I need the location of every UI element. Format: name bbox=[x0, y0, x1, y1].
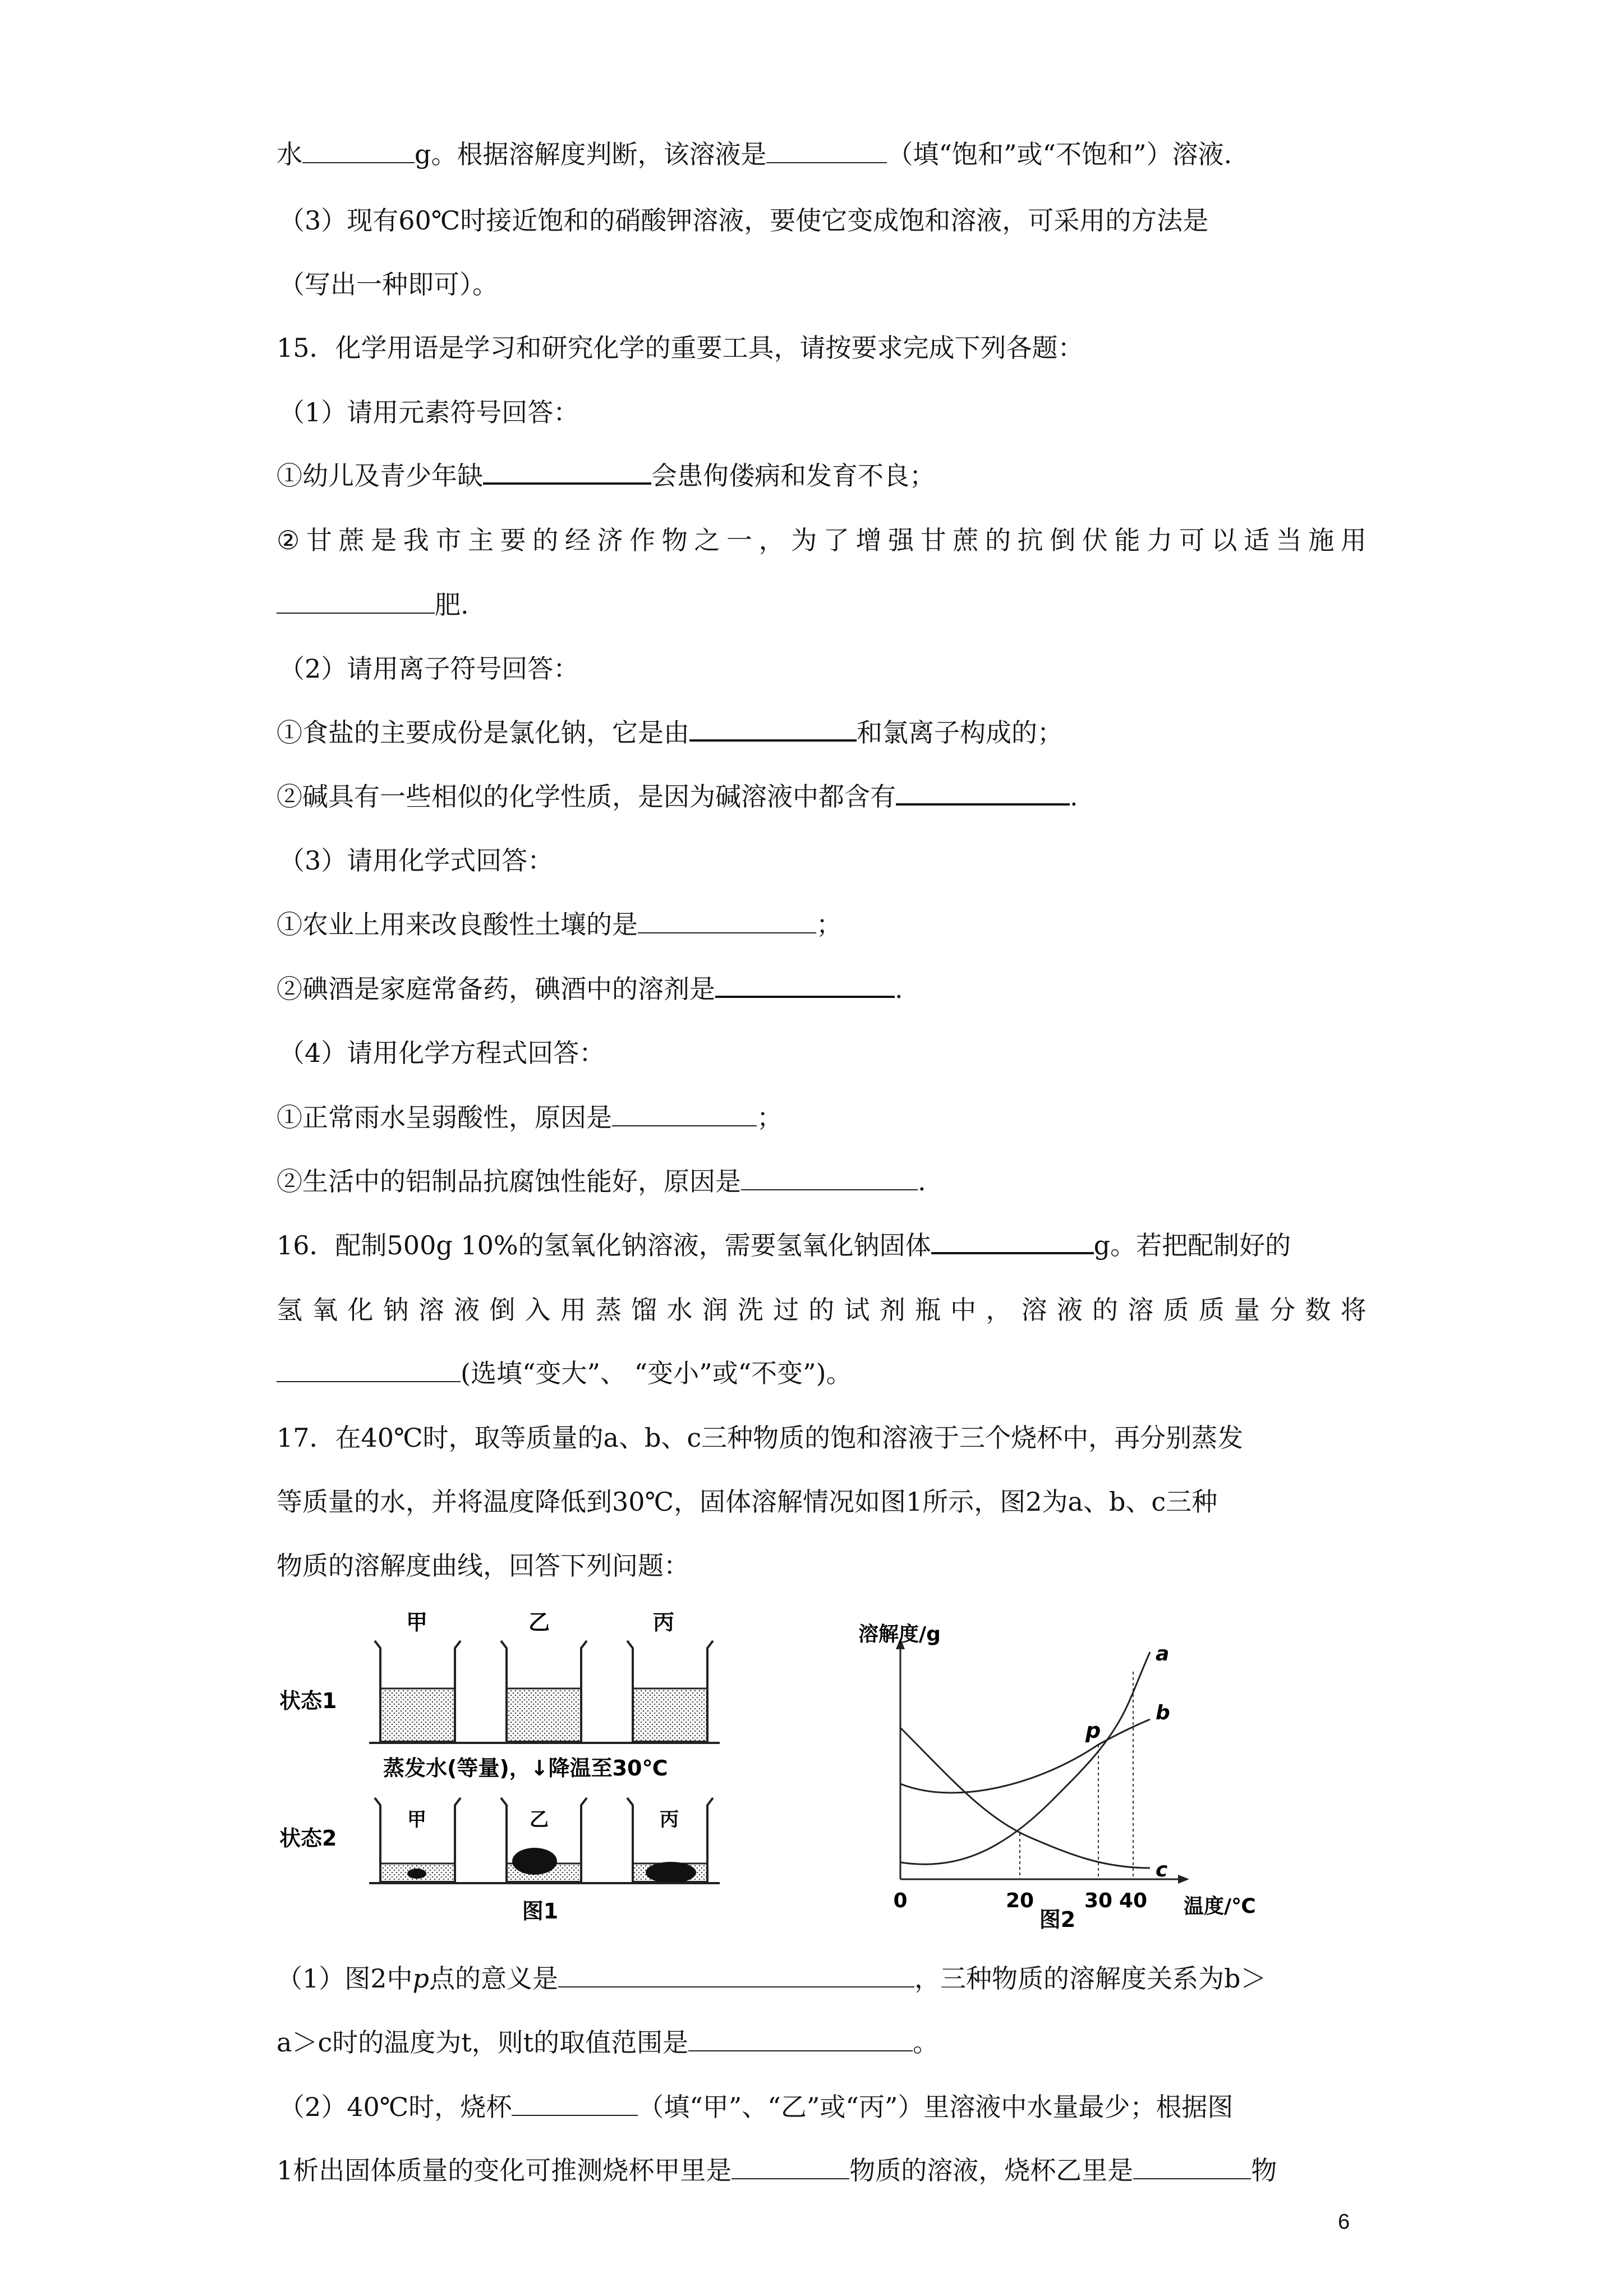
text-line bbox=[277, 716, 1063, 749]
glyph: 蔗 bbox=[338, 525, 365, 555]
text-segment: . bbox=[895, 974, 903, 1004]
glyph: 质 bbox=[1163, 1295, 1189, 1325]
text-line bbox=[277, 1165, 926, 1198]
text-segment: 1析出固体质量的变化可推测烧杯甲里是 bbox=[277, 2155, 732, 2185]
answer-blank[interactable] bbox=[612, 1125, 757, 1126]
text-line bbox=[277, 780, 1078, 813]
text-segment: 物质的溶液，烧杯乙里是 bbox=[849, 2155, 1134, 2185]
glyph: 抗 bbox=[1017, 525, 1043, 555]
glyph: 作 bbox=[629, 525, 656, 555]
text-line bbox=[277, 523, 1367, 557]
glyph: ② bbox=[277, 525, 300, 555]
text-segment: 点的意义是 bbox=[429, 1963, 558, 1994]
text-segment: (选填“变大”、 “变小”或“不变”)。 bbox=[461, 1358, 852, 1388]
glyph: 水 bbox=[666, 1295, 693, 1325]
text-line bbox=[277, 1962, 1266, 1995]
glyph: 可 bbox=[1179, 525, 1205, 555]
glyph: 能 bbox=[1114, 525, 1140, 555]
text-segment: 16．配制500g 10%的氢氧化钠溶液，需要氢氧化钠固体 bbox=[277, 1230, 931, 1260]
glyph: 化 bbox=[347, 1295, 374, 1325]
text-segment: 水 bbox=[277, 139, 302, 169]
tick-label: 40 bbox=[1119, 1889, 1148, 1912]
glyph: 当 bbox=[1276, 525, 1302, 555]
glyph: ， bbox=[986, 1295, 1012, 1325]
glyph: 物 bbox=[661, 525, 688, 555]
beaker-label: 乙 bbox=[528, 1610, 550, 1635]
point-label: p bbox=[1085, 1718, 1101, 1743]
precipitate bbox=[646, 1862, 696, 1883]
curve-label: c bbox=[1156, 1858, 1168, 1881]
text-segment: g。根据溶解度判断，该溶液是 bbox=[415, 139, 767, 169]
glyph: 的 bbox=[532, 525, 559, 555]
answer-blank[interactable] bbox=[277, 613, 435, 614]
text-line bbox=[277, 2026, 938, 2059]
question-16 bbox=[277, 1228, 1291, 1262]
glyph: 的 bbox=[985, 525, 1011, 555]
text-segment: ①农业上用来改良酸性土壤的是 bbox=[277, 909, 638, 940]
beaker-label: 丙 bbox=[660, 1809, 679, 1831]
text-segment: 会患佝偻病和发育不良； bbox=[651, 461, 935, 491]
glyph: 要 bbox=[500, 525, 526, 555]
glyph: 以 bbox=[1211, 525, 1237, 555]
text-line: （4）请用化学方程式回答： bbox=[279, 1038, 605, 1068]
glyph: 主 bbox=[468, 525, 494, 555]
tick-label: 30 bbox=[1084, 1889, 1113, 1912]
glyph: 力 bbox=[1147, 525, 1173, 555]
glyph: 倒 bbox=[1050, 525, 1076, 555]
glyph: 分 bbox=[1269, 1295, 1296, 1325]
glyph: 蔗 bbox=[953, 525, 979, 555]
glyph: 钠 bbox=[383, 1295, 409, 1325]
glyph: 增 bbox=[855, 525, 882, 555]
glyph: 洗 bbox=[737, 1295, 763, 1325]
glyph: 量 bbox=[1234, 1295, 1260, 1325]
glyph: 之 bbox=[694, 525, 720, 555]
answer-blank[interactable] bbox=[766, 162, 887, 163]
text-segment: 和氯离子构成的； bbox=[857, 717, 1063, 748]
x-axis-label: 温度/℃ bbox=[1184, 1895, 1256, 1918]
glyph: 伏 bbox=[1082, 525, 1108, 555]
state-label: 状态1 bbox=[279, 1688, 337, 1713]
glyph: 剂 bbox=[879, 1295, 905, 1325]
glyph: 的 bbox=[808, 1295, 835, 1325]
precipitate bbox=[407, 1869, 426, 1879]
text-segment: ，三种物质的溶解度关系为b＞ bbox=[914, 1963, 1267, 1994]
page-number: 6 bbox=[1338, 2210, 1350, 2234]
glyph: ， bbox=[758, 525, 785, 555]
answer-blank[interactable] bbox=[931, 1252, 1094, 1254]
glyph: 瓶 bbox=[914, 1295, 941, 1325]
glyph: 为 bbox=[791, 525, 817, 555]
text-line bbox=[277, 1293, 1367, 1327]
text-line bbox=[277, 1356, 852, 1390]
text-segment: ①幼儿及青少年缺 bbox=[277, 461, 483, 491]
text-segment: （填“饱和”或“不饱和”）溶液. bbox=[887, 139, 1232, 169]
glyph: 氧 bbox=[312, 1295, 338, 1325]
glyph: 入 bbox=[525, 1295, 551, 1325]
text-segment: p bbox=[412, 1963, 429, 1994]
text-line bbox=[277, 908, 842, 941]
text-segment: . bbox=[1070, 781, 1078, 812]
figure-2 bbox=[844, 1616, 1265, 1930]
answer-blank[interactable] bbox=[741, 1189, 918, 1190]
answer-blank[interactable] bbox=[689, 739, 857, 742]
curve-label: b bbox=[1156, 1701, 1170, 1724]
glyph: 将 bbox=[1340, 1295, 1367, 1325]
glyph: 我 bbox=[403, 525, 429, 555]
beaker-label: 甲 bbox=[406, 1610, 428, 1635]
beaker-label: 乙 bbox=[530, 1809, 549, 1831]
answer-blank[interactable] bbox=[688, 2050, 913, 2051]
glyph: 适 bbox=[1244, 525, 1269, 555]
text-line bbox=[277, 972, 903, 1006]
text-segment: g。若把配制好的 bbox=[1093, 1230, 1291, 1260]
precipitate bbox=[512, 1848, 557, 1875]
answer-blank[interactable] bbox=[638, 932, 816, 933]
glyph: 了 bbox=[823, 525, 849, 555]
text-segment: ①正常雨水呈弱酸性，原因是 bbox=[277, 1102, 612, 1133]
text-line: 等质量的水，并将温度降低到30℃，固体溶解情况如图1所示，图2为a、b、c三种 bbox=[277, 1487, 1218, 1517]
glyph: 用 bbox=[1340, 525, 1367, 555]
glyph: 溶 bbox=[1128, 1295, 1154, 1325]
text-line: （3）现有60℃时接近饱和的硝酸钾溶液，要使它变成饱和溶液，可采用的方法是 bbox=[279, 205, 1209, 236]
curve-b bbox=[900, 1719, 1150, 1793]
beaker bbox=[375, 1641, 461, 1742]
text-segment: ①食盐的主要成份是氯化钠，它是由 bbox=[277, 717, 689, 748]
glyph: 馏 bbox=[631, 1295, 657, 1325]
answer-blank[interactable] bbox=[732, 2178, 849, 2179]
glyph: 用 bbox=[560, 1295, 586, 1325]
text-segment: 。 bbox=[913, 2027, 939, 2058]
beaker bbox=[375, 1798, 461, 1882]
glyph: 经 bbox=[564, 525, 591, 555]
question-17: 17．在40℃时，取等质量的a、b、c三种物质的饱和溶液于三个烧杯中，再分别蒸发 bbox=[277, 1423, 1244, 1453]
answer-blank[interactable] bbox=[896, 803, 1070, 806]
tick-label: 0 bbox=[893, 1889, 908, 1912]
text-line: （1）请用元素符号回答： bbox=[279, 397, 579, 427]
figure-1 bbox=[277, 1604, 753, 1930]
text-segment: （2）40℃时，烧杯 bbox=[279, 2092, 512, 2122]
text-segment: 物 bbox=[1251, 2155, 1277, 2185]
glyph: 济 bbox=[597, 525, 623, 555]
answer-blank[interactable] bbox=[277, 1381, 461, 1382]
glyph: 过 bbox=[773, 1295, 799, 1325]
curve-label: a bbox=[1156, 1642, 1170, 1665]
answer-blank[interactable] bbox=[558, 1986, 914, 1987]
beaker bbox=[501, 1798, 587, 1882]
tick-label: 20 bbox=[1005, 1889, 1034, 1912]
curve-a bbox=[900, 1652, 1150, 1864]
text-line bbox=[277, 1101, 783, 1134]
process-label: 蒸发水(等量)，↓降温至30℃ bbox=[383, 1756, 668, 1780]
text-line bbox=[279, 2090, 1233, 2124]
glyph: 溶 bbox=[418, 1295, 444, 1325]
text-segment: 肥. bbox=[435, 590, 469, 620]
text-line: （写出一种即可）。 bbox=[279, 269, 498, 300]
y-axis-label: 溶解度/g bbox=[858, 1623, 941, 1646]
glyph: 一 bbox=[726, 525, 752, 555]
text-segment: （填“甲”、“乙”或“丙”）里溶液中水量最少；根据图 bbox=[638, 2092, 1234, 2122]
glyph: 试 bbox=[844, 1295, 870, 1325]
text-segment: ； bbox=[816, 909, 842, 940]
glyph: 液 bbox=[454, 1295, 480, 1325]
text-segment: ②生活中的铝制品抗腐蚀性能好，原因是 bbox=[277, 1166, 741, 1197]
beaker bbox=[627, 1641, 713, 1742]
figure-caption: 图1 bbox=[522, 1899, 559, 1924]
figure-caption: 图2 bbox=[1039, 1907, 1076, 1930]
text-line bbox=[277, 459, 935, 493]
text-line: （2）请用离子符号回答： bbox=[279, 654, 579, 684]
glyph: 氢 bbox=[277, 1295, 302, 1325]
text-segment: ②碱具有一些相似的化学性质，是因为碱溶液中都含有 bbox=[277, 781, 896, 812]
glyph: 溶 bbox=[1021, 1295, 1047, 1325]
glyph: 强 bbox=[888, 525, 914, 555]
text-line bbox=[277, 2154, 1277, 2187]
beaker bbox=[501, 1641, 587, 1742]
glyph: 质 bbox=[1198, 1295, 1225, 1325]
text-line: （3）请用化学式回答： bbox=[279, 845, 554, 876]
glyph: 的 bbox=[1092, 1295, 1119, 1325]
text-line bbox=[277, 137, 1232, 171]
x-axis-arrow bbox=[1178, 1875, 1189, 1884]
question-15: 15．化学用语是学习和研究化学的重要工具，请按要求完成下列各题： bbox=[277, 333, 1084, 363]
glyph: 甘 bbox=[306, 525, 332, 555]
glyph: 施 bbox=[1308, 525, 1335, 555]
answer-blank[interactable] bbox=[483, 482, 651, 485]
glyph: 市 bbox=[435, 525, 462, 555]
answer-blank[interactable] bbox=[715, 996, 895, 998]
answer-blank[interactable] bbox=[302, 162, 415, 163]
text-segment: ； bbox=[757, 1102, 783, 1133]
glyph: 倒 bbox=[489, 1295, 516, 1325]
answer-blank[interactable] bbox=[1133, 2178, 1251, 2179]
beaker-label: 丙 bbox=[652, 1610, 675, 1635]
glyph: 甘 bbox=[920, 525, 946, 555]
text-line bbox=[277, 588, 469, 622]
text-segment: （1）图2中 bbox=[277, 1963, 413, 1994]
glyph: 液 bbox=[1056, 1295, 1083, 1325]
curve-c bbox=[900, 1728, 1150, 1868]
state-label: 状态2 bbox=[279, 1826, 337, 1851]
glyph: 数 bbox=[1305, 1295, 1331, 1325]
text-segment: a＞c时的温度为t，则t的取值范围是 bbox=[277, 2027, 689, 2058]
glyph: 蒸 bbox=[595, 1295, 622, 1325]
answer-blank[interactable] bbox=[512, 2115, 638, 2116]
glyph: 中 bbox=[950, 1295, 977, 1325]
text-line: 物质的溶解度曲线，回答下列问题： bbox=[277, 1550, 689, 1581]
glyph: 润 bbox=[702, 1295, 728, 1325]
beaker bbox=[627, 1798, 713, 1883]
text-segment: ②碘酒是家庭常备药，碘酒中的溶剂是 bbox=[277, 974, 715, 1004]
text-segment: . bbox=[918, 1166, 926, 1197]
glyph: 是 bbox=[371, 525, 397, 555]
beaker-label: 甲 bbox=[407, 1809, 426, 1831]
